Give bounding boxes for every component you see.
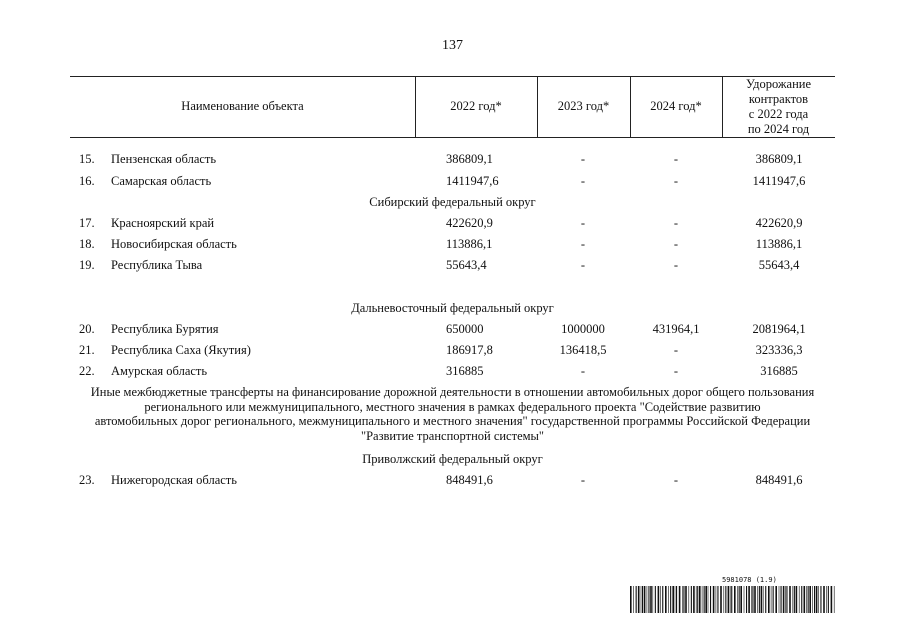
section-heading: Дальневосточный федеральный округ: [351, 301, 554, 315]
transfer-note: [70, 385, 835, 443]
row-name: Амурская область: [111, 364, 208, 378]
row-2023: -: [580, 473, 586, 487]
row-2023: 136418,5: [559, 343, 607, 357]
row-total: 2081964,1: [752, 322, 806, 336]
row-number: 18.: [79, 237, 95, 251]
table-row: [0, 255, 905, 275]
table-row: [0, 213, 905, 233]
row-number: 19.: [79, 258, 95, 272]
row-2022: 1411947,6: [446, 174, 499, 188]
row-2023: -: [580, 237, 586, 251]
row-number: 16.: [79, 174, 95, 188]
table-row: [0, 470, 905, 490]
table-row: [0, 340, 905, 360]
row-2022: 55643,4: [446, 258, 487, 272]
note-line: регионального или межмуниципального, местного значения в рамках федерального проекта "Содействие развитию: [144, 399, 761, 414]
row-2024: -: [673, 343, 679, 357]
row-total: 55643,4: [758, 258, 800, 272]
row-2024: -: [673, 473, 679, 487]
row-number: 23.: [79, 473, 95, 487]
row-2023: -: [580, 258, 586, 272]
row-2022: 650000: [446, 322, 484, 336]
row-2022: 386809,1: [446, 152, 493, 166]
row-total: 848491,6: [755, 473, 803, 487]
table-row: [0, 171, 905, 191]
row-total: 323336,3: [755, 343, 803, 357]
row-name: Пензенская область: [111, 152, 217, 166]
row-2024: -: [673, 237, 679, 251]
row-2023: -: [580, 216, 586, 230]
row-2024: -: [673, 152, 679, 166]
note-line: автомобильных дорог регионального, межмуниципального и местного значения" государственной программы Российской Федерации: [94, 414, 811, 428]
row-name: Республика Саха (Якутия): [111, 343, 251, 357]
row-2024: 431964,1: [652, 322, 700, 336]
table-header-bottom-rule: [70, 137, 835, 138]
section-heading: Сибирский федеральный округ: [369, 195, 536, 209]
row-number: 20.: [79, 322, 95, 336]
row-2022: 316885: [446, 364, 484, 378]
header-total-line: по 2024 год: [747, 121, 810, 136]
header-2023: 2023 год*: [557, 99, 610, 113]
row-name: Республика Бурятия: [111, 322, 219, 336]
table-row: [0, 234, 905, 254]
row-number: 21.: [79, 343, 95, 357]
row-2024: -: [673, 216, 679, 230]
row-2024: -: [673, 364, 679, 378]
row-2023: -: [580, 364, 586, 378]
row-2022: 113886,1: [446, 237, 493, 251]
row-2022: 422620,9: [446, 216, 493, 230]
row-total: 1411947,6: [752, 174, 806, 188]
note-line: "Развитие транспортной системы": [360, 428, 545, 443]
row-2024: -: [673, 174, 679, 188]
row-2022: 186917,8: [446, 343, 493, 357]
row-total: 316885: [760, 364, 798, 378]
table-row: [0, 319, 905, 339]
header-total-line: с 2022 года: [748, 106, 809, 121]
header-2024: 2024 год*: [650, 99, 702, 113]
header-total-line: Удорожание: [745, 76, 811, 91]
row-total: 422620,9: [755, 216, 803, 230]
row-name: Самарская область: [111, 174, 212, 188]
barcode-icon: [630, 586, 835, 613]
barcode-label: 5981078 (1.9): [722, 576, 777, 584]
row-name: Новосибирская область: [111, 237, 237, 251]
header-total-line: контрактов: [748, 91, 809, 106]
row-2023: -: [580, 174, 586, 188]
table-row: [0, 149, 905, 169]
row-2022: 848491,6: [446, 473, 493, 487]
row-total: 386809,1: [755, 152, 803, 166]
row-name: Нижегородская область: [111, 473, 237, 487]
header-2022: 2022 год*: [450, 99, 502, 113]
row-2023: 1000000: [561, 322, 605, 336]
row-2024: -: [673, 258, 679, 272]
row-name: Красноярский край: [111, 216, 215, 230]
page-number: 137: [442, 38, 463, 53]
header-name: Наименование объекта: [181, 99, 304, 113]
header-total: [722, 76, 835, 137]
row-name: Республика Тыва: [111, 258, 203, 272]
table-row: [0, 361, 905, 381]
row-total: 113886,1: [755, 237, 803, 251]
row-number: 15.: [79, 152, 95, 166]
row-number: 17.: [79, 216, 95, 230]
row-2023: -: [580, 152, 586, 166]
row-number: 22.: [79, 364, 95, 378]
section-heading: Приволжский федеральный округ: [362, 452, 543, 466]
note-line: Иные межбюджетные трансферты на финансирование дорожной деятельности в отношении автомобильных дорог общего пользования: [90, 385, 815, 399]
